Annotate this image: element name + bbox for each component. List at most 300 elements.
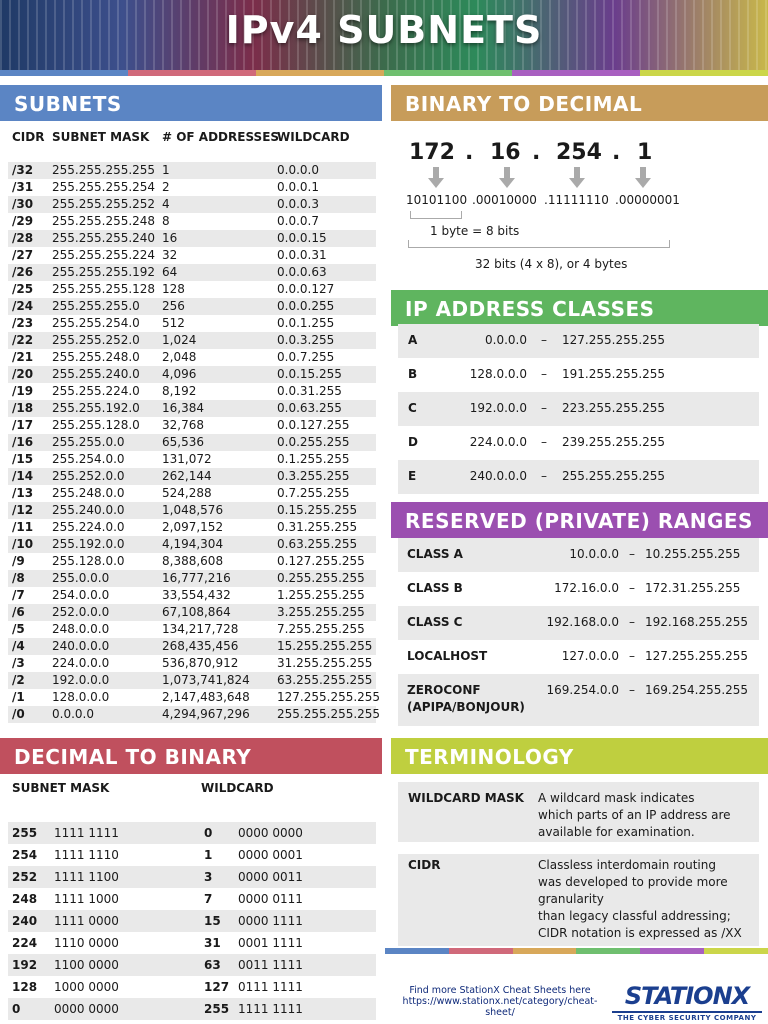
range-name: CLASS A	[407, 547, 463, 561]
mask-cell: 255.255.255.0	[52, 299, 140, 313]
table-row	[8, 451, 376, 468]
wildcard-decimal: 255	[204, 1002, 230, 1016]
mask-decimal: 254	[12, 848, 38, 862]
mask-cell: 255.240.0.0	[52, 503, 125, 517]
table-row	[8, 366, 376, 383]
wildcard-cell: 3.255.255.255	[277, 605, 365, 619]
table-row	[8, 332, 376, 349]
mask-decimal: 252	[12, 870, 38, 884]
range-start: 10.0.0.0	[569, 547, 619, 561]
wildcard-cell: 127.255.255.255	[277, 690, 381, 704]
stripe-segment	[128, 70, 256, 76]
cidr-cell: /6	[12, 605, 25, 619]
range-start: 0.0.0.0	[485, 333, 527, 347]
cidr-cell: /19	[12, 384, 34, 398]
addresses-cell: 536,870,912	[162, 656, 239, 670]
range-start: 192.0.0.0	[469, 401, 527, 415]
term-cidr	[398, 854, 759, 946]
wildcard-cell: 7.255.255.255	[277, 622, 365, 636]
mask-cell: 255.255.0.0	[52, 435, 125, 449]
table-row	[8, 672, 376, 689]
mask-cell: 255.255.192.0	[52, 401, 140, 415]
addresses-cell: 16,384	[162, 401, 204, 415]
class-name: B	[408, 367, 418, 381]
wildcard-cell: 15.255.255.255	[277, 639, 373, 653]
range-dash: –	[541, 401, 547, 415]
range-name: ZEROCONF	[407, 683, 481, 697]
range-start: 169.254.0.0	[546, 683, 619, 697]
mask-cell: 255.255.255.224	[52, 248, 156, 262]
mask-cell: 255.248.0.0	[52, 486, 125, 500]
octet-dot: .	[612, 140, 621, 165]
cidr-cell: /12	[12, 503, 34, 517]
addresses-cell: 131,072	[162, 452, 212, 466]
logo-tagline: THE CYBER SECURITY COMPANY	[612, 1011, 762, 1022]
stripe-segment	[640, 70, 768, 76]
range-dash: –	[629, 581, 635, 595]
ip-classes-heading: IP ADDRESS CLASSES	[391, 290, 768, 326]
mask-binary: 1111 1000	[54, 892, 119, 906]
mask-cell: 254.0.0.0	[52, 588, 110, 602]
total-brace	[408, 240, 670, 248]
table-row	[398, 640, 759, 674]
range-dash: –	[541, 333, 547, 347]
down-arrow-icon	[499, 167, 515, 189]
range-dash: –	[629, 615, 635, 629]
color-stripe	[0, 70, 768, 76]
table-row	[8, 485, 376, 502]
mask-binary: 1000 0000	[54, 980, 119, 994]
octet-4: 1	[637, 140, 653, 165]
mask-decimal: 240	[12, 914, 38, 928]
table-row	[8, 417, 376, 434]
table-row	[8, 621, 376, 638]
table-row	[8, 519, 376, 536]
octet-3: 254	[556, 140, 602, 165]
range-name: CLASS C	[407, 615, 463, 629]
logo-name: STATIONX	[624, 982, 750, 1010]
mask-cell: 255.255.224.0	[52, 384, 140, 398]
table-row	[8, 689, 381, 706]
cidr-cell: /29	[12, 214, 34, 228]
addresses-cell: 4,194,304	[162, 537, 224, 551]
byte-brace	[410, 211, 462, 219]
range-end: 169.254.255.255	[645, 683, 749, 697]
cidr-cell: /16	[12, 435, 34, 449]
wildcard-binary: 0000 0111	[238, 892, 303, 906]
term-name: CIDR	[408, 858, 441, 872]
cidr-cell: /31	[12, 180, 34, 194]
addresses-cell: 1	[162, 163, 170, 177]
mask-decimal: 128	[12, 980, 38, 994]
addresses-cell: 16	[162, 231, 178, 245]
wildcard-decimal: 1	[204, 848, 213, 862]
binary-octet-2: .00010000	[472, 193, 537, 207]
mask-cell: 255.255.255.254	[52, 180, 156, 194]
table-row	[8, 468, 376, 485]
wildcard-cell: 0.0.7.255	[277, 350, 335, 364]
addresses-cell: 8,192	[162, 384, 197, 398]
wildcard-decimal: 15	[204, 914, 221, 928]
table-row	[8, 604, 376, 621]
wildcard-cell: 0.7.255.255	[277, 486, 350, 500]
mask-binary: 1111 1100	[54, 870, 119, 884]
wildcard-cell: 0.0.255.255	[277, 435, 350, 449]
mask-decimal: 224	[12, 936, 38, 950]
table-row	[398, 324, 759, 358]
mask-binary: 1110 0000	[54, 936, 119, 950]
addresses-cell: 1,048,576	[162, 503, 224, 517]
wildcard-decimal: 7	[204, 892, 213, 906]
table-row	[398, 538, 759, 572]
table-row	[8, 536, 376, 553]
range-start: 192.168.0.0	[546, 615, 619, 629]
footer-text	[400, 985, 600, 1018]
table-row	[8, 976, 376, 998]
page-title: IPv4 SUBNETS	[225, 8, 543, 52]
range-dash: –	[541, 367, 547, 381]
column-header-cidr: CIDR	[12, 130, 45, 144]
mask-cell: 255.128.0.0	[52, 554, 125, 568]
wildcard-cell: 0.0.31.255	[277, 384, 342, 398]
mask-cell: 240.0.0.0	[52, 639, 110, 653]
cidr-cell: /14	[12, 469, 34, 483]
wildcard-decimal: 63	[204, 958, 221, 972]
range-end: 223.255.255.255	[562, 401, 666, 415]
mask-cell: 255.255.255.128	[52, 282, 156, 296]
binary-octet-4: .00000001	[615, 193, 680, 207]
octet-dot: .	[532, 140, 541, 165]
mask-binary: 1111 0000	[54, 914, 119, 928]
column-header-mask: SUBNET MASK	[52, 130, 150, 144]
cidr-cell: /30	[12, 197, 34, 211]
footer-line: Find more StationX Cheat Sheets here	[409, 985, 591, 996]
table-row	[8, 587, 376, 604]
cidr-cell: /22	[12, 333, 34, 347]
range-end: 192.168.255.255	[645, 615, 749, 629]
wildcard-cell: 0.31.255.255	[277, 520, 358, 534]
wildcard-binary: 0000 0000	[238, 826, 303, 840]
binary-to-decimal-heading: BINARY TO DECIMAL	[391, 85, 768, 121]
mask-cell: 0.0.0.0	[52, 707, 94, 721]
stripe-segment	[384, 70, 512, 76]
addresses-cell: 128	[162, 282, 185, 296]
table-row	[8, 553, 376, 570]
addresses-cell: 1,073,741,824	[162, 673, 250, 687]
cidr-cell: /23	[12, 316, 34, 330]
wildcard-cell: 0.63.255.255	[277, 537, 358, 551]
stripe-segment	[513, 948, 577, 954]
column-header-wildcard: WILDCARD	[201, 781, 274, 795]
range-dash: –	[541, 469, 547, 483]
mask-binary: 0000 0000	[54, 1002, 119, 1016]
table-row	[398, 358, 759, 392]
wildcard-cell: 0.0.0.255	[277, 299, 335, 313]
wildcard-decimal: 31	[204, 936, 221, 950]
addresses-cell: 1,024	[162, 333, 197, 347]
down-arrow-icon	[635, 167, 651, 189]
cidr-cell: /1	[12, 690, 25, 704]
stripe-segment	[704, 948, 768, 954]
cidr-cell: /7	[12, 588, 25, 602]
mask-binary: 1111 1111	[54, 826, 119, 840]
class-name: E	[408, 469, 417, 483]
mask-cell: 255.255.255.192	[52, 265, 156, 279]
cidr-cell: /13	[12, 486, 34, 500]
addresses-cell: 8	[162, 214, 170, 228]
addresses-cell: 4	[162, 197, 170, 211]
mask-cell: 255.192.0.0	[52, 537, 125, 551]
addresses-cell: 512	[162, 316, 185, 330]
mask-cell: 255.255.128.0	[52, 418, 140, 432]
mask-cell: 255.224.0.0	[52, 520, 125, 534]
range-name: LOCALHOST	[407, 649, 488, 663]
addresses-cell: 8,388,608	[162, 554, 224, 568]
range-start: 224.0.0.0	[469, 435, 527, 449]
mask-cell: 224.0.0.0	[52, 656, 110, 670]
binary-octet-3: .11111110	[544, 193, 609, 207]
table-row	[398, 572, 759, 606]
terminology-heading: TERMINOLOGY	[391, 738, 768, 774]
table-row	[8, 655, 376, 672]
wildcard-cell: 0.0.15.255	[277, 367, 342, 381]
wildcard-decimal: 127	[204, 980, 230, 994]
range-end: 127.255.255.255	[562, 333, 666, 347]
addresses-cell: 4,096	[162, 367, 197, 381]
wildcard-cell: 0.0.1.255	[277, 316, 335, 330]
wildcard-cell: 0.255.255.255	[277, 571, 365, 585]
octet-1: 172	[409, 140, 455, 165]
wildcard-cell: 63.255.255.255	[277, 673, 373, 687]
table-row	[8, 998, 376, 1020]
range-end: 10.255.255.255	[645, 547, 741, 561]
table-row	[398, 606, 759, 640]
cidr-cell: /9	[12, 554, 25, 568]
range-end: 191.255.255.255	[562, 367, 666, 381]
mask-cell: 255.255.254.0	[52, 316, 140, 330]
table-row	[8, 298, 376, 315]
range-start: 172.16.0.0	[554, 581, 619, 595]
cidr-cell: /25	[12, 282, 34, 296]
mask-cell: 255.255.255.240	[52, 231, 156, 245]
reserved-heading: RESERVED (PRIVATE) RANGES	[391, 502, 768, 538]
range-start: 240.0.0.0	[469, 469, 527, 483]
wildcard-binary: 0000 1111	[238, 914, 303, 928]
wildcard-cell: 1.255.255.255	[277, 588, 365, 602]
addresses-cell: 65,536	[162, 435, 204, 449]
mask-cell: 255.255.248.0	[52, 350, 140, 364]
range-dash: –	[629, 649, 635, 663]
addresses-cell: 268,435,456	[162, 639, 239, 653]
range-dash: –	[629, 547, 635, 561]
table-row	[8, 570, 376, 587]
wildcard-cell: 0.127.255.255	[277, 554, 365, 568]
term-description: A wildcard mask indicates which parts of an IP address are available for examination.	[538, 791, 731, 839]
term-name: WILDCARD MASK	[408, 791, 524, 805]
column-header-addresses: # OF ADDRESSES	[162, 130, 280, 144]
cidr-cell: /20	[12, 367, 34, 381]
table-row	[8, 932, 376, 954]
addresses-cell: 2	[162, 180, 170, 194]
cidr-cell: /2	[12, 673, 25, 687]
subnets-table	[8, 162, 381, 723]
stripe-segment	[449, 948, 513, 954]
table-row	[8, 888, 376, 910]
wildcard-binary: 0000 0011	[238, 870, 303, 884]
cidr-cell: /26	[12, 265, 34, 279]
wildcard-cell: 0.0.0.15	[277, 231, 327, 245]
table-row	[398, 392, 759, 426]
reserved-table	[398, 538, 759, 726]
mask-cell: 192.0.0.0	[52, 673, 110, 687]
mask-cell: 252.0.0.0	[52, 605, 110, 619]
term-wildcard-mask	[398, 782, 759, 842]
table-row	[8, 383, 376, 400]
mask-cell: 128.0.0.0	[52, 690, 110, 704]
wildcard-cell: 0.0.0.63	[277, 265, 327, 279]
down-arrow-icon	[569, 167, 585, 189]
table-row	[8, 230, 376, 247]
class-name: D	[408, 435, 418, 449]
table-row	[8, 247, 376, 264]
addresses-cell: 32	[162, 248, 178, 262]
mask-decimal: 0	[12, 1002, 21, 1016]
stationx-logo[interactable]	[612, 982, 762, 1022]
column-header-wildcard: WILDCARD	[277, 130, 350, 144]
addresses-cell: 33,554,432	[162, 588, 231, 602]
table-row	[8, 502, 376, 519]
table-row	[398, 674, 759, 726]
cidr-cell: /18	[12, 401, 34, 415]
class-name: C	[408, 401, 417, 415]
mask-cell: 255.254.0.0	[52, 452, 125, 466]
wildcard-cell: 0.0.63.255	[277, 401, 342, 415]
range-end: 172.31.255.255	[645, 581, 741, 595]
addresses-cell: 524,288	[162, 486, 212, 500]
addresses-cell: 262,144	[162, 469, 212, 483]
wildcard-cell: 0.0.0.127	[277, 282, 335, 296]
wildcard-cell: 0.15.255.255	[277, 503, 358, 517]
table-row	[8, 315, 376, 332]
addresses-cell: 16,777,216	[162, 571, 231, 585]
range-end: 255.255.255.255	[562, 469, 666, 483]
cidr-cell: /32	[12, 163, 34, 177]
mask-cell: 255.255.255.248	[52, 214, 156, 228]
mask-decimal: 248	[12, 892, 38, 906]
range-end: 239.255.255.255	[562, 435, 666, 449]
term-description: Classless interdomain routing was developed to provide more granularity than legacy classful addressing; CIDR notation is expressed as /XX	[538, 858, 742, 940]
wildcard-binary: 0001 1111	[238, 936, 303, 950]
table-row	[8, 910, 376, 932]
mask-binary: 1100 0000	[54, 958, 119, 972]
addresses-cell: 2,097,152	[162, 520, 224, 534]
table-row	[8, 162, 376, 179]
wildcard-cell: 31.255.255.255	[277, 656, 373, 670]
cidr-cell: /27	[12, 248, 34, 262]
stripe-segment	[256, 70, 384, 76]
table-row	[8, 213, 376, 230]
cidr-cell: /17	[12, 418, 34, 432]
addresses-cell: 64	[162, 265, 178, 279]
stripe-segment	[385, 948, 449, 954]
table-row	[8, 434, 376, 451]
wildcard-cell: 0.1.255.255	[277, 452, 350, 466]
byte-note: 1 byte = 8 bits	[430, 224, 520, 238]
addresses-cell: 32,768	[162, 418, 204, 432]
table-row	[398, 460, 759, 494]
footer-link[interactable]: https://www.stationx.net/category/cheat-sheet/	[402, 996, 598, 1018]
addresses-cell: 256	[162, 299, 185, 313]
octet-dot: .	[465, 140, 474, 165]
mask-decimal: 255	[12, 826, 38, 840]
range-dash: –	[629, 683, 635, 697]
stripe-segment	[640, 948, 704, 954]
cidr-cell: /4	[12, 639, 25, 653]
stripe-segment	[0, 70, 128, 76]
range-end: 127.255.255.255	[645, 649, 749, 663]
mask-cell: 248.0.0.0	[52, 622, 110, 636]
binary-octet-1: 10101100	[406, 193, 468, 207]
class-name: A	[408, 333, 418, 347]
wildcard-cell: 0.3.255.255	[277, 469, 350, 483]
table-row	[8, 179, 376, 196]
wildcard-cell: 0.0.0.1	[277, 180, 319, 194]
mask-cell: 255.252.0.0	[52, 469, 125, 483]
table-row	[398, 426, 759, 460]
stripe-segment	[576, 948, 640, 954]
decimal-to-binary-table	[8, 822, 376, 1020]
column-header-subnet-mask: SUBNET MASK	[12, 781, 110, 795]
range-start: 127.0.0.0	[561, 649, 619, 663]
wildcard-decimal: 0	[204, 826, 213, 840]
stripe-segment	[512, 70, 640, 76]
addresses-cell: 2,048	[162, 350, 197, 364]
decimal-to-binary-heading: DECIMAL TO BINARY	[0, 738, 382, 774]
wildcard-binary: 1111 1111	[238, 1002, 303, 1016]
table-row	[8, 264, 376, 281]
wildcard-cell: 255.255.255.255	[277, 707, 381, 721]
table-row	[8, 638, 376, 655]
range-dash: –	[541, 435, 547, 449]
wildcard-decimal: 3	[204, 870, 213, 884]
footer-color-stripe	[385, 948, 768, 954]
down-arrow-icon	[428, 167, 444, 189]
mask-cell: 255.255.240.0	[52, 367, 140, 381]
cidr-cell: /10	[12, 537, 34, 551]
wildcard-binary: 0011 1111	[238, 958, 303, 972]
range-name: CLASS B	[407, 581, 463, 595]
table-row	[8, 400, 376, 417]
mask-cell: 255.255.255.255	[52, 163, 156, 177]
cidr-cell: /5	[12, 622, 25, 636]
table-row	[8, 844, 376, 866]
table-row	[8, 706, 381, 723]
ip-classes-table	[398, 324, 759, 494]
addresses-cell: 2,147,483,648	[162, 690, 250, 704]
cidr-cell: /0	[12, 707, 25, 721]
page-header	[0, 0, 768, 70]
addresses-cell: 134,217,728	[162, 622, 239, 636]
cidr-cell: /28	[12, 231, 34, 245]
table-row	[8, 281, 376, 298]
wildcard-binary: 0000 0001	[238, 848, 303, 862]
addresses-cell: 67,108,864	[162, 605, 231, 619]
cidr-cell: /8	[12, 571, 25, 585]
subnets-heading: SUBNETS	[0, 85, 382, 121]
table-row	[8, 822, 376, 844]
wildcard-cell: 0.0.0.3	[277, 197, 319, 211]
cidr-cell: /21	[12, 350, 34, 364]
